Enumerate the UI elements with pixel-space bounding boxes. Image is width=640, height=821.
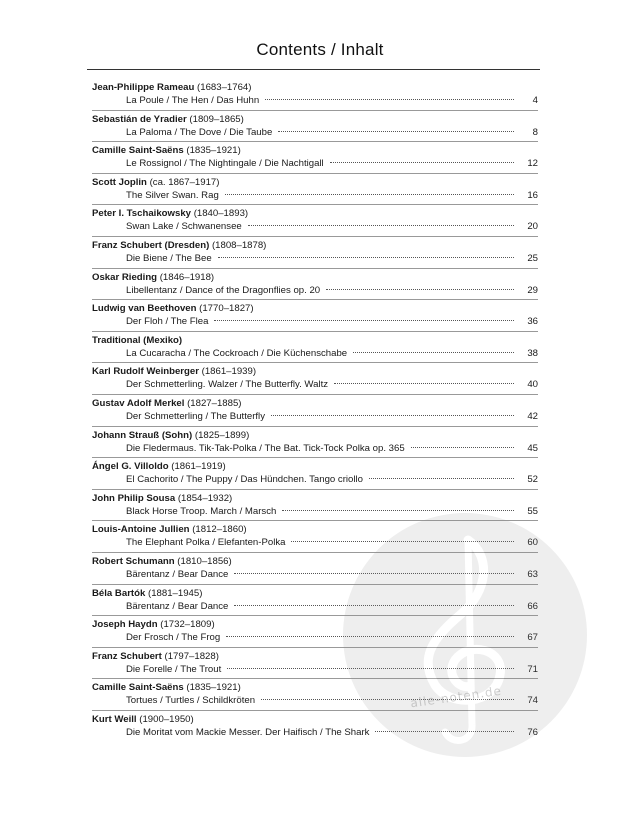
dot-leader [334,383,514,384]
dot-leader [330,162,514,163]
page-number: 71 [527,663,538,675]
composer-line [92,302,538,315]
page-number: 74 [527,695,538,707]
piece-line [126,505,538,519]
piece-title: Die Biene / The Bee [126,252,212,264]
dot-leader [326,289,514,290]
composer-name: Franz Schubert (Dresden) [92,239,210,251]
piece-line [126,663,538,677]
page-number: 12 [527,158,538,170]
composer-line [92,587,538,600]
toc-entry [92,237,538,269]
table-of-contents [92,79,538,742]
composer-line [92,429,538,442]
page-number: 40 [527,379,538,391]
piece-line [126,157,538,171]
composer-dates: (1854–1932) [177,492,233,504]
piece-title: The Elephant Polka / Elefanten-Polka [126,537,286,549]
composer-name: Ludwig van Beethoven [92,303,197,315]
piece-title: Swan Lake / Schwanensee [126,221,242,233]
composer-dates: (1861–1939) [201,366,257,378]
dot-leader [282,510,514,511]
dot-leader [234,573,514,574]
page-number: 60 [527,537,538,549]
piece-title: Tortues / Turtles / Schildkröten [126,695,256,707]
piece-line [126,473,538,487]
piece-line [126,347,538,361]
piece-line [126,442,538,456]
page-number: 55 [527,505,538,517]
page-number: 45 [527,442,538,454]
piece-title: La Poule / The Hen / Das Huhn [126,95,260,106]
composer-line [92,492,538,505]
composer-name: Sebastián de Yradier [92,113,187,125]
composer-line [92,176,538,189]
piece-title: El Cachorito / The Puppy / Das Hündchen. Tango criollo [126,474,363,486]
dot-leader [214,320,514,321]
composer-line [92,555,538,568]
page-number: 76 [527,726,538,738]
composer-name: Louis-Antoine Jullien [92,524,190,536]
page-number: 52 [527,474,538,486]
toc-entry [92,174,538,206]
toc-entry [92,332,538,364]
composer-line [92,523,538,536]
piece-line [126,631,538,645]
composer-dates: (1881–1945) [148,587,203,599]
page-number: 8 [532,126,538,138]
composer-name: Johann Strauß (Sohn) [92,429,193,441]
composer-line [92,113,538,126]
composer-line [92,713,538,726]
toc-entry [92,142,538,174]
page-number: 63 [527,568,538,580]
page-number: 67 [527,632,538,644]
piece-line [126,410,538,424]
piece-line [126,189,538,203]
piece-title: Libellentanz / Dance of the Dragonflies op. 20 [126,284,321,296]
piece-line [126,220,538,234]
composer-line [92,81,538,94]
toc-entry [92,585,538,617]
composer-name: Franz Schubert [92,650,162,662]
composer-name: Jean-Philippe Rameau [92,82,195,93]
composer-name: Béla Bartók [92,587,146,599]
piece-line [126,378,538,392]
composer-line [92,207,538,220]
piece-title: Die Forelle / The Trout [126,663,222,675]
composer-dates: (ca. 1867–1917) [149,176,220,188]
piece-title: Die Moritat vom Mackie Messer. Der Haifisch / The Shark [126,726,370,738]
toc-entry [92,205,538,237]
composer-line [92,144,538,157]
composer-line [92,618,538,631]
toc-entry [92,427,538,459]
toc-entry [92,79,538,111]
piece-title: Bärentanz / Bear Dance [126,568,229,580]
composer-line [92,239,538,252]
dot-leader [261,699,514,700]
page-number: 38 [527,347,538,359]
dot-leader [265,99,514,100]
piece-line [126,126,538,140]
toc-entry [92,648,538,680]
toc-entry [92,553,538,585]
composer-dates: (1835–1921) [186,682,241,694]
piece-title: Der Schmetterling. Walzer / The Butterfly. Waltz [126,379,329,391]
composer-name: Kurt Weill [92,713,137,725]
piece-title: Der Frosch / The Frog [126,632,221,644]
dot-leader [353,352,514,353]
composer-dates: (1809–1865) [189,113,244,125]
piece-line [126,252,538,266]
piece-line [126,726,538,740]
piece-line [126,600,538,614]
piece-line [126,694,538,708]
dot-leader [278,131,514,132]
composer-name: Camille Saint-Saëns [92,145,184,157]
piece-line [126,536,538,550]
dot-leader [291,541,514,542]
toc-entry [92,458,538,490]
composer-dates: (1846–1918) [159,271,215,283]
composer-line [92,365,538,378]
composer-line [92,334,538,347]
dot-leader [218,257,514,258]
composer-name: Scott Joplin [92,176,147,188]
composer-dates: (1900–1950) [139,713,194,725]
composer-dates: (1683–1764) [197,82,252,93]
composer-line [92,397,538,410]
toc-entry [92,521,538,553]
page-number: 20 [527,221,538,233]
toc-entry [92,395,538,427]
composer-name: Ángel G. Villoldo [92,461,169,473]
composer-name: John Philip Sousa [92,492,176,504]
dot-leader [226,636,514,637]
dot-leader [411,447,514,448]
page-number: 25 [527,252,538,264]
composer-name: Joseph Haydn [92,619,158,631]
toc-entry [92,111,538,143]
piece-title: Le Rossignol / The Nightingale / Die Nachtigall [126,158,324,170]
piece-title: La Paloma / The Dove / Die Taube [126,126,273,138]
dot-leader [248,225,514,226]
composer-dates: (1797–1828) [164,650,219,662]
composer-dates: (1835–1921) [186,145,241,157]
composer-line [92,460,538,473]
piece-title: La Cucaracha / The Cockroach / Die Küchenschabe [126,347,348,359]
piece-title: Bärentanz / Bear Dance [126,600,229,612]
page-number: 4 [532,95,538,106]
title-rule [87,69,540,70]
composer-dates: (1827–1885) [187,397,242,409]
watermark-text: alle-noten.de [409,683,503,711]
piece-title: The Silver Swan. Rag [126,189,219,201]
composer-dates: (1825–1899) [194,429,250,441]
toc-entry [92,711,538,743]
dot-leader [234,605,514,606]
page-number: 36 [527,316,538,328]
composer-dates: (1732–1809) [160,619,215,631]
piece-title: Black Horse Troop. March / Marsch [126,505,277,517]
composer-dates: (1812–1860) [192,524,247,536]
page-number: 42 [527,410,538,422]
dot-leader [227,668,514,669]
toc-entry [92,300,538,332]
piece-line [126,315,538,329]
composer-dates: (1808–1878) [211,239,267,251]
toc-entry [92,490,538,522]
toc-entry [92,616,538,648]
composer-name: Peter I. Tschaikowsky [92,208,192,220]
composer-name: Karl Rudolf Weinberger [92,366,199,378]
composer-dates: (1861–1919) [171,461,226,473]
composer-name: Camille Saint-Saëns [92,682,184,694]
composer-name: Robert Schumann [92,555,175,567]
page-number: 16 [527,189,538,201]
composer-name: Gustav Adolf Merkel [92,397,185,409]
composer-dates: (1840–1893) [193,208,249,220]
piece-title: Die Fledermaus. Tik-Tak-Polka / The Bat. Tick-Tock Polka op. 365 [126,442,405,454]
composer-line [92,650,538,663]
composer-line [92,681,538,694]
composer-name: Traditional (Mexiko) [92,334,183,346]
page-number: 29 [527,284,538,296]
piece-line [126,284,538,298]
piece-line [126,94,538,108]
piece-title: Der Schmetterling / The Butterfly [126,410,265,422]
dot-leader [369,478,514,479]
dot-leader [271,415,514,416]
page-title: Contents / Inhalt [256,40,384,59]
composer-dates: (1810–1856) [177,555,232,567]
composer-name: Oskar Rieding [92,271,158,283]
composer-line [92,271,538,284]
dot-leader [225,194,514,195]
piece-title: Der Floh / The Flea [126,316,209,328]
page-number: 66 [527,600,538,612]
toc-entry [92,363,538,395]
composer-dates: (1770–1827) [199,303,254,315]
piece-line [126,568,538,582]
toc-entry [92,679,538,711]
toc-entry [92,269,538,301]
dot-leader [375,731,514,732]
